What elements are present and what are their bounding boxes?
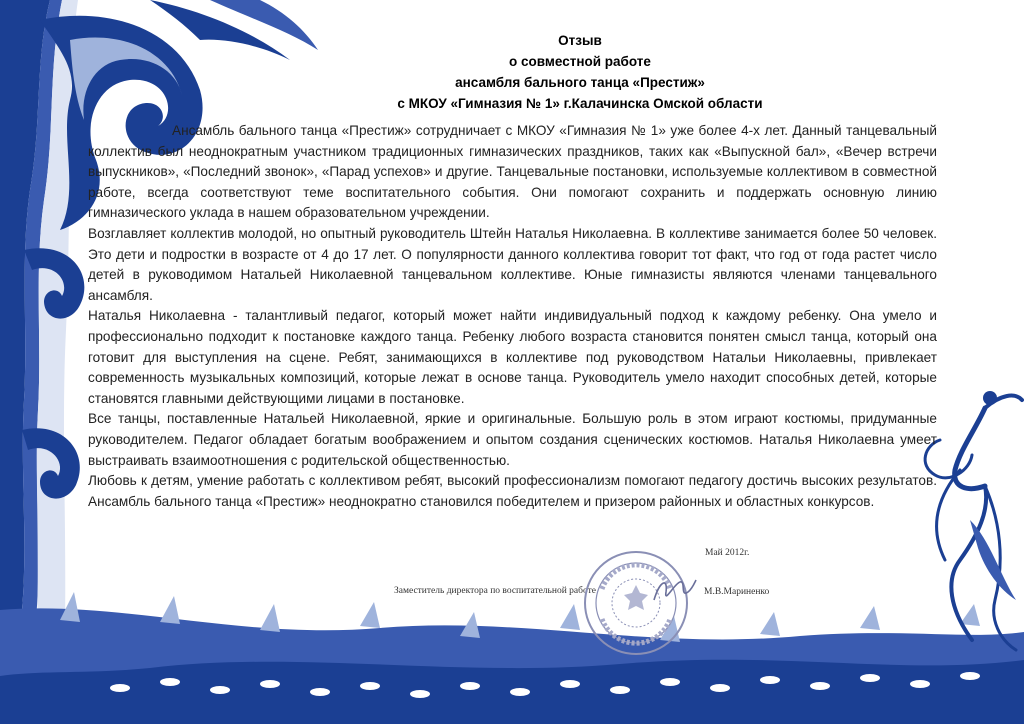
title-line: ансамбля бального танца «Престиж» xyxy=(455,75,705,90)
title-line: о совместной работе xyxy=(509,54,651,69)
document-title xyxy=(300,30,860,114)
signature-date: Май 2012г. xyxy=(705,548,750,558)
title-line: Отзыв xyxy=(558,33,602,48)
document-body xyxy=(88,121,937,512)
body-paragraph: Все танцы, поставленные Натальей Николаевной, яркие и оригинальные. Большую роль в этом играют костюмы, придуманные руководителем. Педагог обладает богатым воображением и опытом создания сценических костюмов. Наталья Николаевна умеет выстраивать взаимоотношения с родительской общественностью. xyxy=(88,411,937,468)
body-paragraph: Ансамбль бального танца «Престиж» сотрудничает с МКОУ «Гимназия № 1» уже более 4-х лет. Данный танцевальный коллектив был неоднократным участником традиционных гимназических праздников, таких как «Выпускной бал», «Вечер встречи выпускников», «Последний звонок», «Парад успехов» и другие. Танцевальные постановки, используемые коллективом в совместной работе, всегда соответствуют теме воспитательного события. Они помогают сохранить и поддержать основную линию гимназического уклада в нашем образовательном учреждении. xyxy=(88,123,937,221)
handwritten-signature-icon xyxy=(650,574,700,608)
body-paragraph: Возглавляет коллектив молодой, но опытный руководитель Штейн Наталья Николаевна. В коллективе занимается более 50 человек. Это дети и подростки в возрасте от 4 до 17 лет. О популярности данного коллектива говорит тот факт, что год от года растет число детей в руководимом Натальей Николаевной танцевальном коллективе. Юные гимназисты являются членами танцевального ансамбля. xyxy=(88,225,937,303)
dancer-ribbon-icon xyxy=(970,520,1016,600)
dancer-head-icon xyxy=(983,391,997,405)
title-line: с МКОУ «Гимназия № 1» г.Калачинска Омской области xyxy=(397,96,763,111)
signature-name: М.В.Мариненко xyxy=(704,587,770,597)
body-paragraph: Наталья Николаевна - талантливый педагог, который может найти индивидуальный подход к каждому ребенку. Она умело и профессионально подходит к постановке каждого танца. Ребенку любого возраста становится понятен смысл танца, который она готовит для выступления на сцене. Ребят, занимающихся в коллективе под руководством Натальи Николаевны, привлекает современность музыкальных композиций, которые лежат в основе танца. Руководитель умело находит способных детей, которые становятся главными действующими лицами в постановке. xyxy=(88,308,937,406)
body-paragraph: Любовь к детям, умение работать с коллективом ребят, высокий профессионализм помогают педагогу достичь высоких результатов. Ансамбль бального танца «Престиж» неоднократно становился победителем и призером районных и областных конкурсов. xyxy=(88,473,937,509)
signature-role: Заместитель директора по воспитательной работе xyxy=(394,586,596,596)
